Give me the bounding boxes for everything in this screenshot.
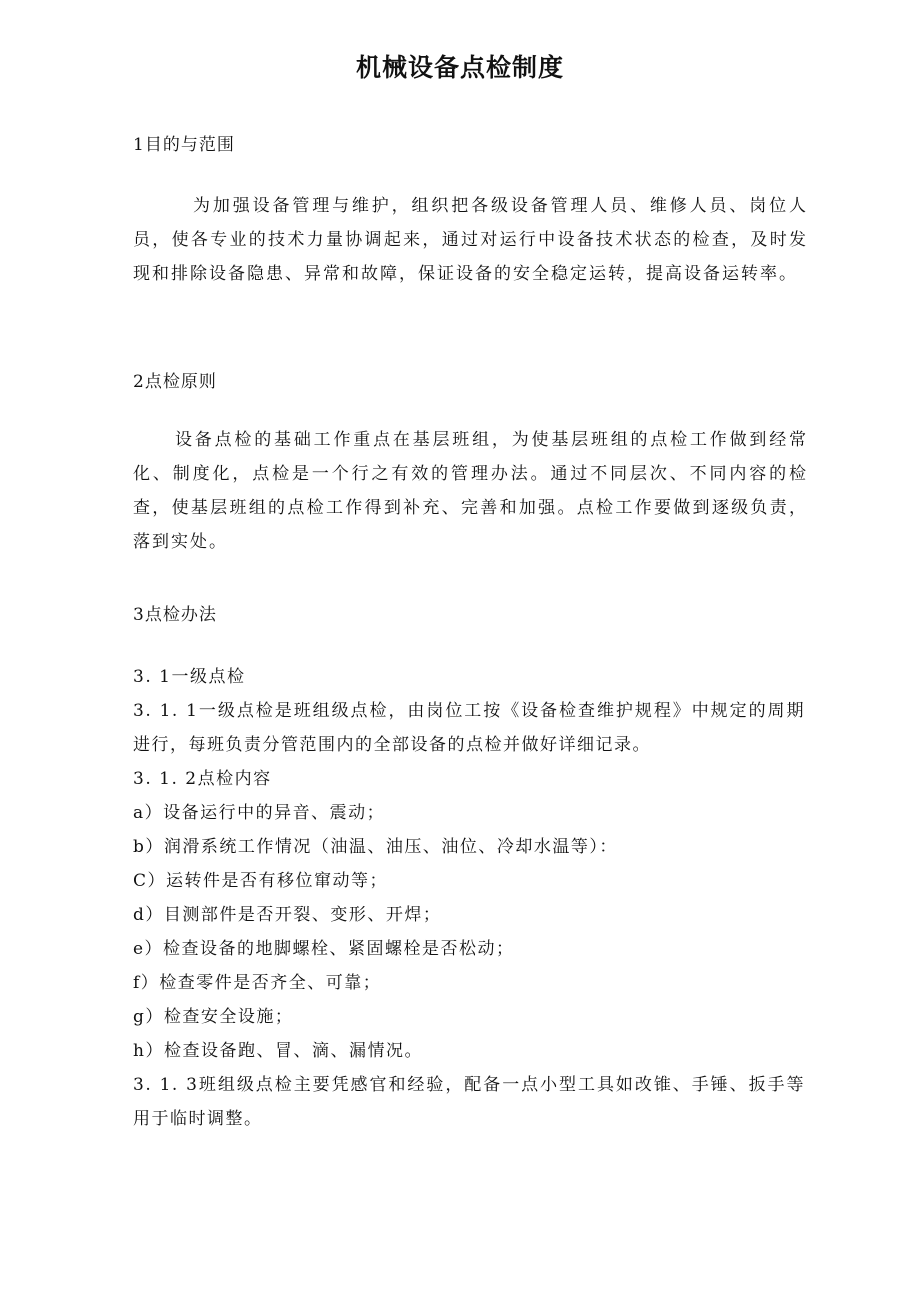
list-item: C）运转件是否有移位窜动等； xyxy=(133,871,389,891)
list-item: b）润滑系统工作情况（油温、油压、油位、冷却水温等）： xyxy=(133,837,618,857)
section-1-heading: 1目的与范围 xyxy=(133,135,235,155)
list-item: a）设备运行中的异音、震动； xyxy=(133,803,386,823)
section-1-body: 为加强设备管理与维护，组织把各级设备管理人员、维修人员、岗位人员，使各专业的技术力量协调起来，通过对运行中设备技术状态的检查，及时发现和排除设备隐患、异常和故障，保证设备的安全稳定运转，提高设备运转率。 xyxy=(133,196,808,284)
section-3-heading: 3点检办法 xyxy=(133,605,217,625)
list-item: e）检查设备的地脚螺栓、紧固螺栓是否松动； xyxy=(133,939,515,959)
list-item: f）检查零件是否齐全、可靠； xyxy=(133,973,382,993)
section-2-heading: 2点检原则 xyxy=(133,372,217,392)
section-3-1-2-heading: 3. 1. 2点检内容 xyxy=(133,769,272,789)
section-3-1-heading: 3. 1一级点检 xyxy=(133,667,246,687)
list-item: g）检查安全设施； xyxy=(133,1007,294,1027)
page-title: 机械设备点检制度 xyxy=(355,53,564,82)
section-3-1-1-text: 3. 1. 1一级点检是班组级点检，由岗位工按《设备检查维护规程》中规定的周期进行，每班负责分管范围内的全部设备的点检并做好详细记录。 xyxy=(133,701,805,755)
section-3-1-3-text: 3. 1. 3班组级点检主要凭感官和经验，配备一点小型工具如改锥、手锤、扳手等用于临时调整。 xyxy=(133,1075,805,1129)
list-item: h）检查设备跑、冒、滴、漏情况。 xyxy=(133,1041,423,1061)
list-item: d）目测部件是否开裂、变形、开焊； xyxy=(133,905,442,925)
section-2-body: 设备点检的基础工作重点在基层班组，为使基层班组的点检工作做到经常化、制度化，点检是一个行之有效的管理办法。通过不同层次、不同内容的检查，使基层班组的点检工作得到补充、完善和加强。点检工作要做到逐级负责，落到实处。 xyxy=(133,430,808,552)
